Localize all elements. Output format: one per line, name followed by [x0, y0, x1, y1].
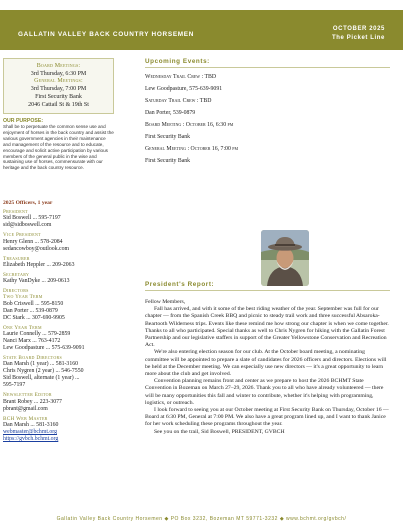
event-location: First Security Bank: [145, 134, 191, 140]
report-salutation: Fellow Members,: [145, 299, 186, 305]
report-paragraph: Fall has arrived, and with it some of the best riding weather of the year. September was full for our chapter — from the Spanish Creek BBQ and picnic to steady trail work and three successful Absaroka-Beartooth Wilderness trips. Events like these remind me how strong our chapter is when we come together. Thanks to all who participated. Special thanks as well to Chris Nygren for hiking with the Gallatin Forest Partnership and our legislative staffers in support of the Greater Yellowstone Conservation and Recreation Act.: [145, 306, 389, 349]
sidebar: [3, 58, 114, 171]
director-entry: Lew Goodpasture ... 575-639-9091: [3, 345, 85, 352]
board-meetings-label: Board Meetings:: [36, 63, 81, 69]
state-director-entry: Dan Marsh (1 year) ... 581-3160: [3, 361, 79, 368]
director-entry: DC Stark ... 307-690-9905: [3, 314, 65, 321]
event-item: Board Meeting : October 16, 6:30 pm: [145, 122, 234, 128]
state-director-entry: Sid Boswell, alternate (1 year) ...: [3, 375, 80, 382]
director-entry: Laurie Connelly ... 579-2859: [3, 331, 71, 338]
issue-date: OCTOBER 2025: [332, 26, 385, 32]
purpose-text: Shall be to perpetuate the common sense use and enjoyment of horses in the back country and assist the various government agencies in their maintenance and management of the resource and to educate, encourage and solicit active participation by various members of the general public in the wise and sustaining use of horses, commensurate with our heritage and the back country resource.: [3, 124, 114, 171]
directors-label: Directors: [3, 288, 29, 295]
officers-list: [3, 200, 114, 443]
state-director-entry: 595-7197: [3, 382, 26, 389]
newsletter-editor-label: Newsletter Editor: [3, 392, 52, 399]
one-year-term-label: One Year Term: [3, 324, 42, 331]
top-strip: [0, 0, 403, 10]
newsletter-header: [0, 10, 403, 50]
report-paragraph: I look forward to seeing you at our October meeting at First Security Bank on Thursday, October 16 — Board at 6:30 PM, General at 7:00 PM. We also have a great program lined up, and I want to thank Janice for her work scheduling these programs throughout the year.: [145, 407, 389, 428]
report-title: President's Report:: [145, 281, 390, 291]
issue-name: The Picket Line: [331, 35, 385, 41]
meeting-address: 2046 Cattail St & 19th St: [28, 102, 89, 108]
meeting-venue: First Security Bank: [35, 94, 82, 100]
two-year-term-label: Two Year Term: [3, 294, 43, 301]
purpose-title: OUR PURPOSE:: [3, 118, 44, 124]
secretary-label: Secretary: [3, 271, 30, 278]
president-portrait-image: [261, 230, 309, 286]
events-title: Upcoming Events:: [145, 58, 390, 68]
vice-president-label: Vice President: [3, 232, 41, 239]
president-label: President: [3, 209, 28, 215]
web-master-label: BCH Web Master: [3, 415, 48, 422]
page-footer: Gallatin Valley Back Country Horsemen ◆ PO Box 3232, Bozeman MT 59771-3232 ◆ www.bchmt.org/gvbch/: [0, 514, 403, 524]
president-email: sid@sidboswell.com: [3, 222, 52, 229]
director-entry: Dan Porter ... 539-0879: [3, 307, 58, 314]
state-board-label: State Board Directors: [3, 355, 63, 362]
general-meetings-time: 3rd Thursday, 7:00 PM: [30, 86, 87, 92]
president-name: Sid Boswell ... 595-7197: [3, 215, 61, 222]
events-list: [145, 73, 390, 165]
treasurer-label: Treasurer: [3, 255, 30, 262]
event-item: Wednesday Trail Crew : TBD: [145, 74, 217, 80]
organization-title: GALLATIN VALLEY BACK COUNTRY HORSEMEN: [18, 31, 195, 38]
presidents-report: [145, 281, 390, 436]
event-contact: Dan Porter, 539-0879: [145, 110, 196, 116]
meetings-box: [3, 58, 114, 114]
report-body: [145, 299, 390, 436]
report-paragraph: Convention planning remains front and center as we prepare to host the 2026 BCHMT State Convention in Bozeman on March 27–29, 2026. Thank you to all who have already volunteered — there will be many opportunities this fall and winter to contribute, whether it's helping with programming, logistics, or outreach.: [145, 378, 384, 406]
newsletter-editor-name: Brant Robey ... 223-3077: [3, 398, 62, 405]
director-entry: Nanci Marx ... 763-4172: [3, 338, 61, 345]
newsletter-editor-email: pbrant@gmail.com: [3, 405, 48, 412]
general-meetings-label: General Meetings:: [34, 78, 83, 84]
state-director-entry: Chris Nygren (2 year) ... 546-7550: [3, 368, 84, 375]
secretary-name: Kathy VanDyke ... 209-0613: [3, 278, 70, 285]
website-link[interactable]: https://gvbch.bchmt.org: [3, 435, 59, 442]
web-master-name: Dan Marsh ... 581-3160: [3, 421, 59, 428]
web-master-email-link[interactable]: webmaster@bchmt.org: [3, 428, 58, 435]
issue-info: [332, 25, 385, 43]
director-entry: Bob Criswell ... 595-8150: [3, 300, 64, 307]
event-item: Saturday Trail Crew : TBD: [145, 98, 212, 104]
officers-title: 2025 Officers, 1 year: [3, 200, 53, 206]
event-contact: Lew Goodpasture, 575-639-9091: [145, 86, 223, 92]
report-signoff: See you on the trail, Sid Boswell, PRESIDENT, GVBCH: [154, 428, 285, 435]
upcoming-events: [145, 58, 390, 165]
president-photo: [261, 230, 309, 286]
vice-president-name: Henry Glenn ... 578-2084: [3, 238, 63, 245]
event-item: General Meeting : October 16, 7:00 pm: [145, 146, 239, 152]
report-paragraph: We're also entering election season for our club. At the October board meeting, a nominating committee will be appointed to prepare a slate of candidates for 2026 officers and directors. Elections will be held at the December meeting. We can especially use new directors — it's a great opportunity to learn more about the club and get involved.: [145, 349, 387, 378]
event-location: First Security Bank: [145, 158, 191, 164]
vice-president-email: sedancowboy@outlook.com: [3, 245, 70, 252]
board-meetings-time: 3rd Thursday, 6:30 PM: [30, 71, 87, 77]
treasurer-name: Elizabeth Heppler ... 209-2063: [3, 261, 75, 268]
